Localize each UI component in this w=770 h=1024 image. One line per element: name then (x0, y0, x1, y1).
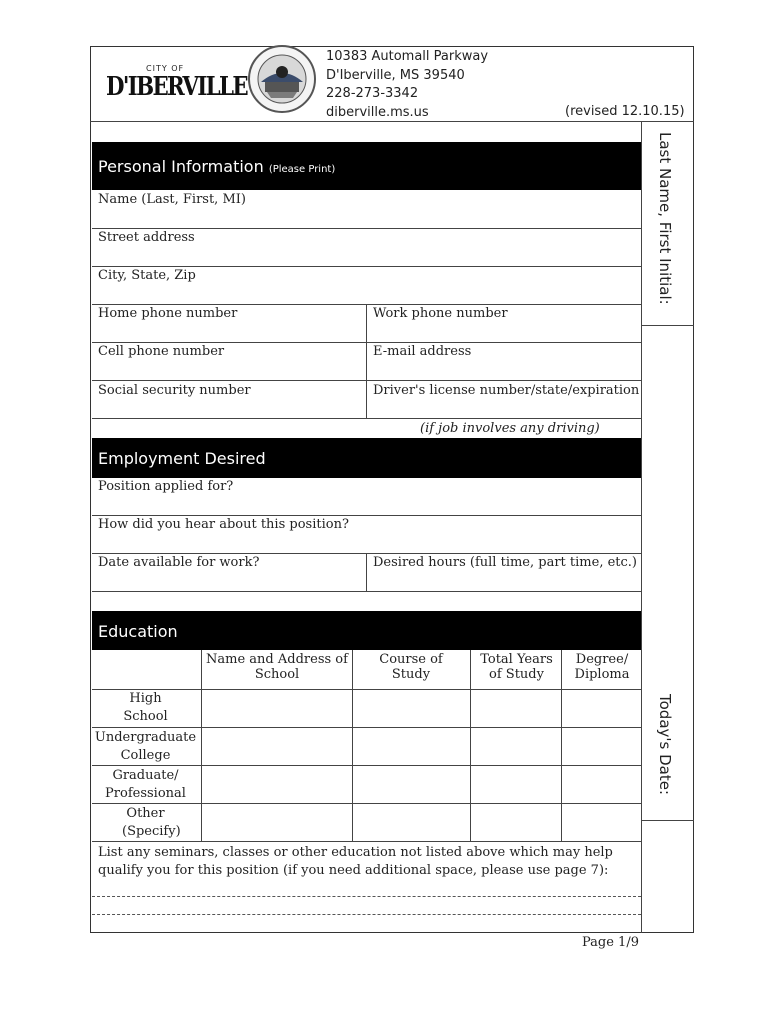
logo-name: D'IBERVILLE (106, 72, 247, 102)
city-logo (104, 58, 254, 108)
driving-note: (if job involves any driving) (420, 421, 600, 436)
position-label: Position applied for? (98, 479, 234, 494)
logo-city-of: CITY OF (146, 64, 185, 73)
name-field-label: Name (Last, First, MI) (98, 192, 246, 207)
personal-info-subtitle: (Please Print) (268, 164, 336, 175)
edu-col-school: Name and Address of School (206, 652, 348, 682)
address-street: 10383 Automall Parkway (326, 49, 489, 64)
edu-grid-h5 (92, 841, 641, 842)
address-block (326, 48, 488, 122)
education-title: Education (98, 622, 178, 641)
cell-row-line[interactable] (92, 380, 641, 381)
edu-grid-v2 (352, 650, 353, 841)
hear-label: How did you hear about this position? (98, 517, 349, 532)
revised-date: (revised 12.10.15) (565, 104, 685, 119)
edu-row-other: Other (Specify) (122, 806, 181, 839)
position-field-line[interactable] (92, 515, 641, 516)
edu-grid-v4 (561, 650, 562, 841)
page-number: Page 1/9 (582, 935, 639, 950)
ssn-row-line[interactable] (92, 418, 641, 419)
city-seal (247, 44, 317, 114)
phone-row-line[interactable] (92, 342, 641, 343)
edu-grid-h2 (92, 727, 641, 728)
desired-hours-label: Desired hours (full time, part time, etc.) (373, 555, 637, 570)
todays-date-label: Today's Date: (656, 694, 674, 795)
last-name-label: Last Name, First Initial: (656, 132, 674, 305)
edu-col-course: Course of Study (379, 652, 443, 682)
employment-title: Employment Desired (98, 449, 266, 468)
address-phone: 228-273-3342 (326, 86, 419, 101)
edu-grid-h3 (92, 765, 641, 766)
address-website: diberville.ms.us (326, 104, 429, 120)
city-state-zip-label: City, State, Zip (98, 268, 196, 283)
personal-info-title: Personal Information (98, 157, 264, 176)
edu-row-high-school: High School (123, 691, 168, 724)
education-header (92, 611, 641, 650)
edu-col-years: Total Years of Study (480, 652, 553, 682)
name-field-line[interactable] (92, 228, 641, 229)
date-available-label: Date available for work? (98, 555, 260, 570)
street-field-label: Street address (98, 230, 195, 245)
side-divider-1 (641, 325, 694, 326)
personal-column-divider (366, 304, 367, 418)
edu-grid-h4 (92, 803, 641, 804)
employment-column-divider (366, 553, 367, 591)
address-city: D'Iberville, MS 39540 (326, 67, 465, 83)
edu-col-degree: Degree/ Diploma (574, 652, 630, 682)
seminars-note: List any seminars, classes or other education not listed above which may help qualify you for this position (if you need additional space, please use page 7): (98, 845, 613, 878)
seminars-line-2[interactable] (92, 914, 641, 915)
header-divider (90, 121, 694, 122)
edu-row-undergraduate: Undergraduate College (94, 730, 197, 763)
edu-grid-v3 (470, 650, 471, 841)
employment-header (92, 438, 641, 478)
side-column-divider (641, 121, 642, 933)
city-seal-graphic (247, 44, 317, 114)
ssn-label: Social security number (98, 383, 251, 398)
work-phone-label: Work phone number (373, 306, 508, 321)
edu-row-graduate: Graduate/ Professional (105, 768, 186, 801)
street-field-line[interactable] (92, 266, 641, 267)
side-divider-2 (641, 820, 694, 821)
date-row-line[interactable] (92, 591, 641, 592)
edu-grid-v1 (201, 650, 202, 841)
personal-info-header (92, 142, 641, 190)
email-label: E-mail address (373, 344, 472, 359)
cell-phone-label: Cell phone number (98, 344, 225, 359)
seminars-line-1[interactable] (92, 896, 641, 897)
drivers-license-label: Driver's license number/state/expiration (373, 383, 640, 398)
home-phone-label: Home phone number (98, 306, 238, 321)
